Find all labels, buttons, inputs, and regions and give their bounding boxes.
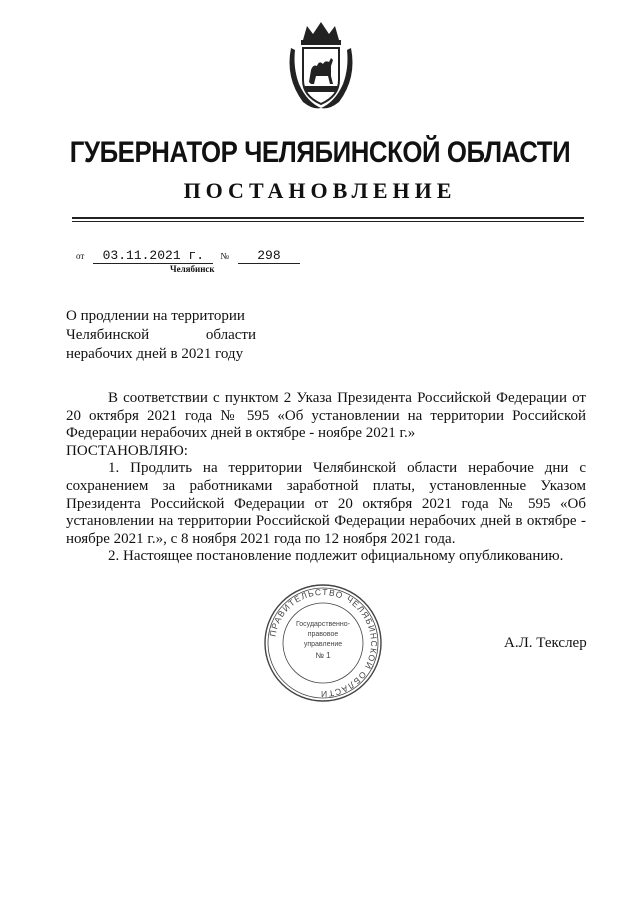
document-subject <box>66 307 256 364</box>
date-prefix: от <box>76 251 85 261</box>
seal-outer-text: ПРАВИТЕЛЬСТВО ЧЕЛЯБИНСКОЙ ОБЛАСТИ <box>267 586 380 700</box>
seal-inner-line: № 1 <box>315 651 331 660</box>
subject-line <box>66 326 256 345</box>
seal-inner-line: правовое <box>307 631 339 638</box>
subject-word: Челябинской <box>66 327 150 343</box>
header-rule-thin <box>72 221 584 222</box>
subject-line: нерабочих дней в 2021 году <box>66 346 244 362</box>
seal-inner-line: управление <box>303 641 343 648</box>
subject-word: области <box>205 327 256 343</box>
authority-title: ГУБЕРНАТОР ЧЕЛЯБИНСКОЙ ОБЛАСТИ <box>69 136 571 169</box>
chelyabinsk-coat-of-arms-icon <box>283 18 359 114</box>
date-number-line <box>76 248 300 264</box>
document-date: 03.11.2021 г. <box>93 249 213 264</box>
document-number: 298 <box>238 249 300 264</box>
signatory-name: А.Л. Текслер <box>504 635 587 651</box>
document-city: Челябинск <box>170 264 215 274</box>
official-seal <box>262 582 384 704</box>
document-body <box>66 390 586 566</box>
header-rule <box>72 217 584 219</box>
preamble-paragraph: В соответствии с пунктом 2 Указа Президента Российской Федерации от 20 октября 2021 года № 595 «Об установлении на территории Российской Федерации нерабочих дней в октябре - ноябре 2021 г.» <box>66 390 586 442</box>
document-type: ПОСТАНОВЛЕНИЕ <box>183 178 457 203</box>
item-1-paragraph: 1. Продлить на территории Челябинской области нерабочие дни с сохранением за работниками заработной платы, установленные Указом Президента Российской Федерации от 20 октября 2021 года № 595 «Об установлении на территории Российской Федерации нерабочих дней в октябре - ноябре 2021 г.», с 8 ноября 2021 года по 12 ноября 2021 года. <box>66 460 586 547</box>
number-prefix: № <box>220 251 229 261</box>
seal-inner-line: Государственно- <box>295 621 351 628</box>
decree-word: ПОСТАНОВЛЯЮ: <box>66 442 188 459</box>
subject-line: О продлении на территории <box>66 308 245 324</box>
item-2-paragraph: 2. Настоящее постановление подлежит официальному опубликованию. <box>108 548 564 565</box>
